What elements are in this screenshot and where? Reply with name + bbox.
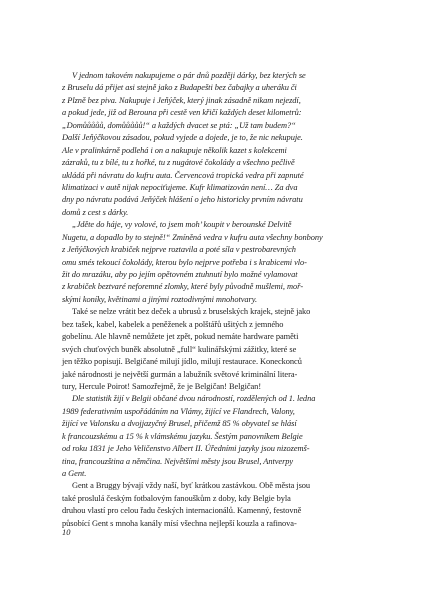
text-line: z Jeňýčkových krabiček nejprve roztavila a poté síla v pestrobarevných <box>62 245 296 255</box>
text-line: působící Gent s mnoha kanály mísí všechna nejlepší kouzla a rafinova- <box>62 518 297 528</box>
text-line: zázraků, tu z bílé, tu z hořké, tu z nugátové čokolády a všechno pečlivě <box>62 158 295 168</box>
text-line: jaké národnosti je největší gurmán a labužník světové kriminální litera- <box>62 369 298 379</box>
text-line: a pokud jede, již od Berouna při cestě ven křičí každých deset kilometrů: <box>62 108 302 118</box>
text-line: Gent a Bruggy bývají vždy naší, byť krátkou zastávkou. Obě města jsou <box>72 481 311 491</box>
text-line: svých chuťových buněk absolutně „full“ kulinářskými zážitky, které se <box>62 344 297 354</box>
text-line: bez tašek, kabel, kabelek a peněženek a polštářů ušitých z jemného <box>62 319 284 329</box>
text-line: domů z cest s dárky. <box>62 207 129 217</box>
text-line: skými koníky, květinami a jinými roztodivnými mnohotvary. <box>62 294 257 304</box>
text-line: Nugetu, a dopadlo by to stejně!“ Zmíněná vedra v kufru auta všechny bonbony <box>62 232 323 242</box>
text-line: z Plzně bez piva. Nakupuje i Jeňýček, který jinak zásadně nikam nejezdí, <box>62 95 301 105</box>
text-line: z Bruselu dá přijet asi stejně jako z Budapešti bez čabajky a uheráku či <box>62 83 297 93</box>
text-line: z krabiček beztvaré neforemné zlomky, které byly původně mušlemi, moř- <box>62 282 304 292</box>
text-line: jen těžko popisují. Belgičané milují jídlo, milují restaurace. Koneckonců <box>62 357 302 367</box>
text-line: omu smés tekoucí čokolády, kterou bylo nejprve potřeba i s krabicemi vlo- <box>62 257 307 267</box>
text-line: žit do mrazáku, aby po jejím opětovném ztuhnutí bylo možné vylamovat <box>62 270 298 279</box>
text-line: a Gent. <box>62 469 87 478</box>
page-number: 10 <box>62 528 71 537</box>
text-line: „Jděte do háje, vy volové, to jsem moh’ koupit v berounské Delvitě <box>72 220 292 230</box>
text-line: „Domůůůůů, domůůůůů!“ a každých dvacet se ptá: „Už tam budem?“ <box>62 120 296 130</box>
text-line: ukládá při návratu do kufru auta. Červencová tropická vedra při zapnuté <box>62 170 304 180</box>
text-line: Další Jeňýčkovou zásadou, pokud vyjede a dojede, je to, že nic nekupuje. <box>62 133 303 143</box>
text-line: 1989 federativním uspořádáním na Vlámy, žijící ve Flandrech, Valony, <box>62 406 295 416</box>
text-line: k francouzskému a 15 % k vlámskému jazyku. Šestým panovníkem Belgie <box>62 431 303 441</box>
text-line: žijící ve Valonsku a dvojjazyčný Brusel, přičemž 85 % obyvatel se hlásí <box>62 419 297 429</box>
text-line: tury, Hercule Poirot! Samozřejmě, že je Belgičan! Belgičan! <box>62 381 262 391</box>
text-line: gobelínu. Ale hlavně nemůžete jet zpět, pokud nemáte hardware paměti <box>62 332 299 342</box>
text-line: tina, francouzština a němčina. Největšími městy jsou Brusel, Antverpy <box>62 456 294 466</box>
text-line: dny po návratu podává Jeňýček hlášení o jeho historicky prvním návratu <box>62 195 303 205</box>
text-line: Ale v pralinkárně podlehá i on a nakupuje několik kazet s kolekcemi <box>62 145 287 155</box>
body-text <box>62 70 382 530</box>
text-line: od roku 1831 je Jeho Veličenstvo Albert II. Úředními jazyky jsou nizozemš- <box>62 444 310 454</box>
text-line: také proslulá českým fotbalovým fanouškům z doby, kdy Belgie byla <box>62 493 291 503</box>
text-line: klimatizaci v autě nijak nepociťujeme. Kufr klimatizován není… Za dva <box>62 182 298 192</box>
text-line: V jednom takovém nakupujeme o pár dnů později dárky, bez kterých se <box>72 71 306 80</box>
text-line: Také se nelze vrátit bez deček a ubrusů z bruselských krajek, stejně jako <box>72 307 311 317</box>
text-line: Dle statistik žijí v Belgii občané dvou národností, rozdělených od 1. ledna <box>72 394 316 404</box>
text-line: druhou vlastí pro celou řadu českých internacionálů. Kamenný, festovně <box>62 506 302 516</box>
